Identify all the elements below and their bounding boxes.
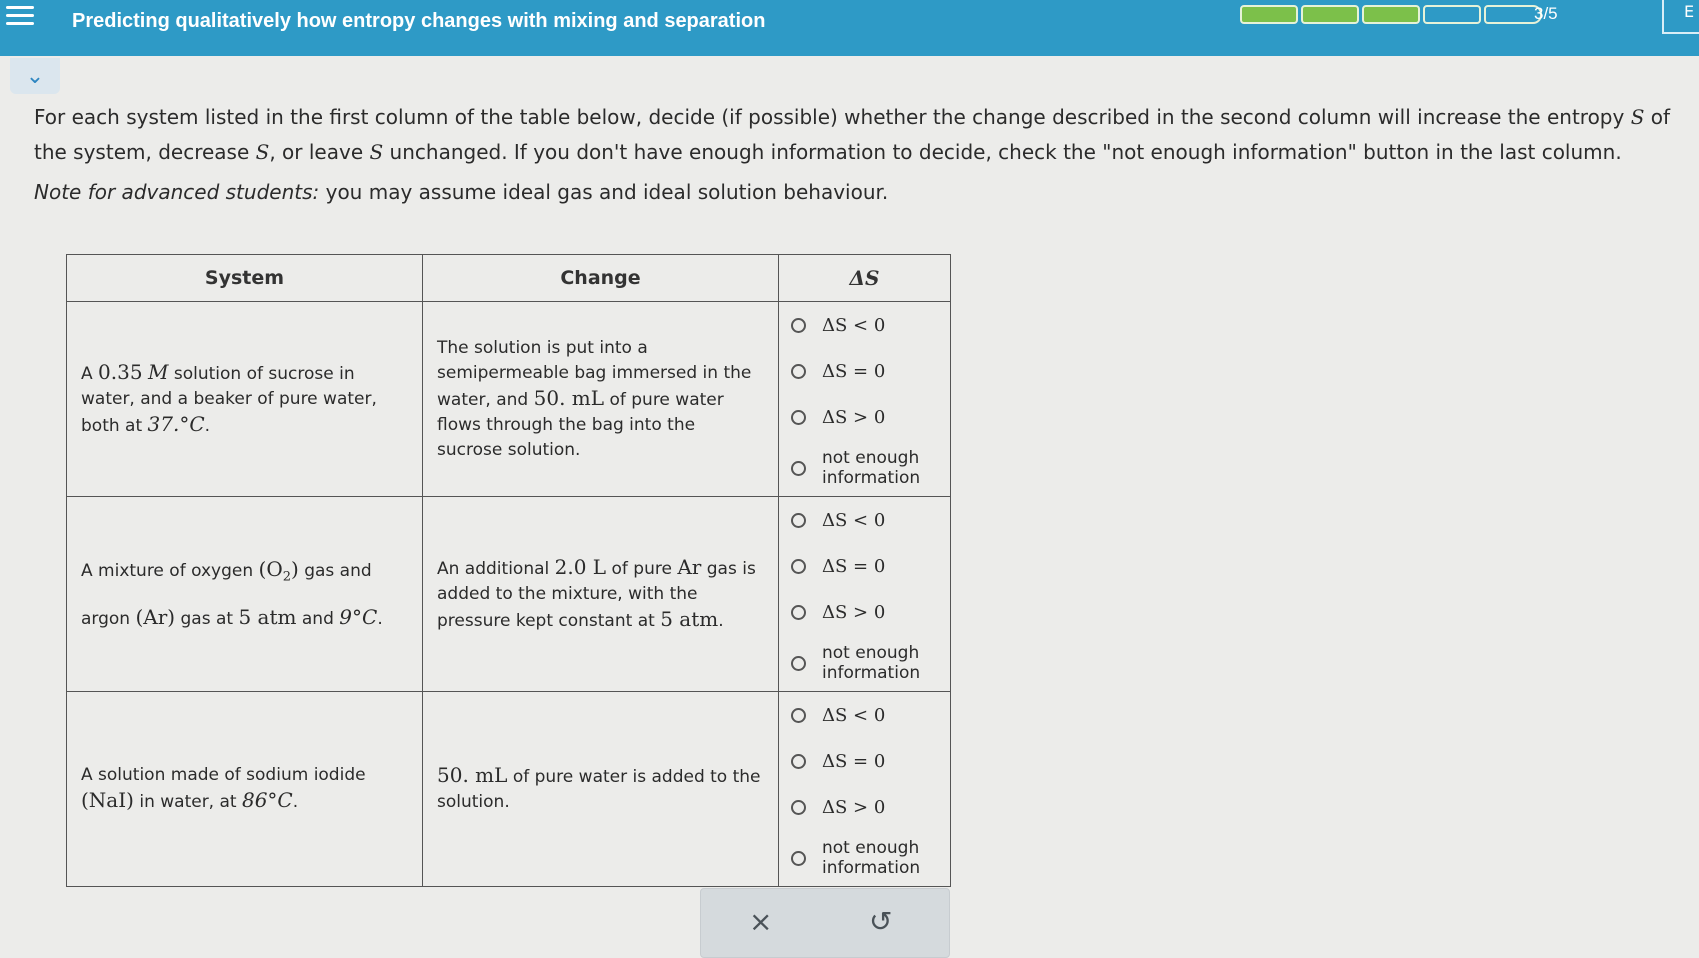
table-row [67,692,951,887]
answer-toolbar [700,888,950,958]
table-row [67,497,951,692]
option-not-enough-info[interactable]: not enough information [779,830,950,886]
option-positive[interactable]: ΔS > 0 [779,589,950,635]
option-positive[interactable]: ΔS > 0 [779,784,950,830]
question-prompt: For each system listed in the first column of the table below, decide (if possible) whether the change described in the second column will increase the entropy S of the system, decrease S, or leave S unchanged. If you don't have enough information to decide, check the "not enough information" button in the last column. [34,105,1671,164]
table-row [67,302,951,497]
option-not-enough-info[interactable]: not enough information [779,635,950,691]
radio-button[interactable] [791,851,806,866]
option-negative[interactable]: ΔS < 0 [779,692,950,738]
change-cell: 50. mL of pure water is added to the solution. [423,692,779,887]
option-zero[interactable]: ΔS = 0 [779,543,950,589]
undo-icon[interactable]: ↺ [869,905,893,938]
system-cell: A mixture of oxygen $(O_2)$ gas and argon (Ar) gas at 5 atm and 9°C. [67,497,423,692]
radio-button[interactable] [791,410,806,425]
progress-segment-1 [1240,5,1298,24]
radio-button[interactable] [791,318,806,333]
menu-icon[interactable] [6,0,42,30]
page-title: Predicting qualitatively how entropy changes with mixing and separation [72,10,766,32]
header-system: System [67,255,423,302]
change-cell: An additional 2.0 L of pure Ar gas is added to the mixture, with the pressure kept constant at 5 atm. [423,497,779,692]
progress-bar [1240,5,1542,24]
delta-s-options [779,497,951,692]
radio-button[interactable] [791,708,806,723]
chevron-down-icon[interactable]: ⌄ [10,58,60,94]
radio-button[interactable] [791,513,806,528]
question-content [34,100,1674,204]
option-zero[interactable]: ΔS = 0 [779,348,950,394]
delta-s-options [779,692,951,887]
option-negative[interactable]: ΔS < 0 [779,497,950,543]
change-cell: The solution is put into a semipermeable bag immersed in the water, and 50. mL of pure water flows through the bag into the sucrose solution. [423,302,779,497]
header-change: Change [423,255,779,302]
clear-icon[interactable]: × [749,905,773,938]
option-zero[interactable]: ΔS = 0 [779,738,950,784]
progress-counter: 3/5 [1534,4,1558,23]
top-bar [0,0,1699,56]
progress-segment-4 [1423,5,1481,24]
progress-segment-3 [1362,5,1420,24]
progress-segment-2 [1301,5,1359,24]
header-delta-s: ΔS [779,255,951,302]
radio-button[interactable] [791,559,806,574]
radio-button[interactable] [791,754,806,769]
question-note: Note for advanced students: you may assume ideal gas and ideal solution behaviour. [34,180,889,204]
right-panel-tab[interactable]: E [1662,0,1699,34]
radio-button[interactable] [791,605,806,620]
radio-button[interactable] [791,800,806,815]
entropy-table [66,254,951,887]
system-cell: A 0.35 M solution of sucrose in water, and a beaker of pure water, both at 37.°C. [67,302,423,497]
radio-button[interactable] [791,364,806,379]
system-cell: A solution made of sodium iodide (NaI) in water, at 86°C. [67,692,423,887]
radio-button[interactable] [791,461,806,476]
option-not-enough-info[interactable]: not enough information [779,440,950,496]
option-positive[interactable]: ΔS > 0 [779,394,950,440]
option-negative[interactable]: ΔS < 0 [779,302,950,348]
delta-s-options [779,302,951,497]
radio-button[interactable] [791,656,806,671]
